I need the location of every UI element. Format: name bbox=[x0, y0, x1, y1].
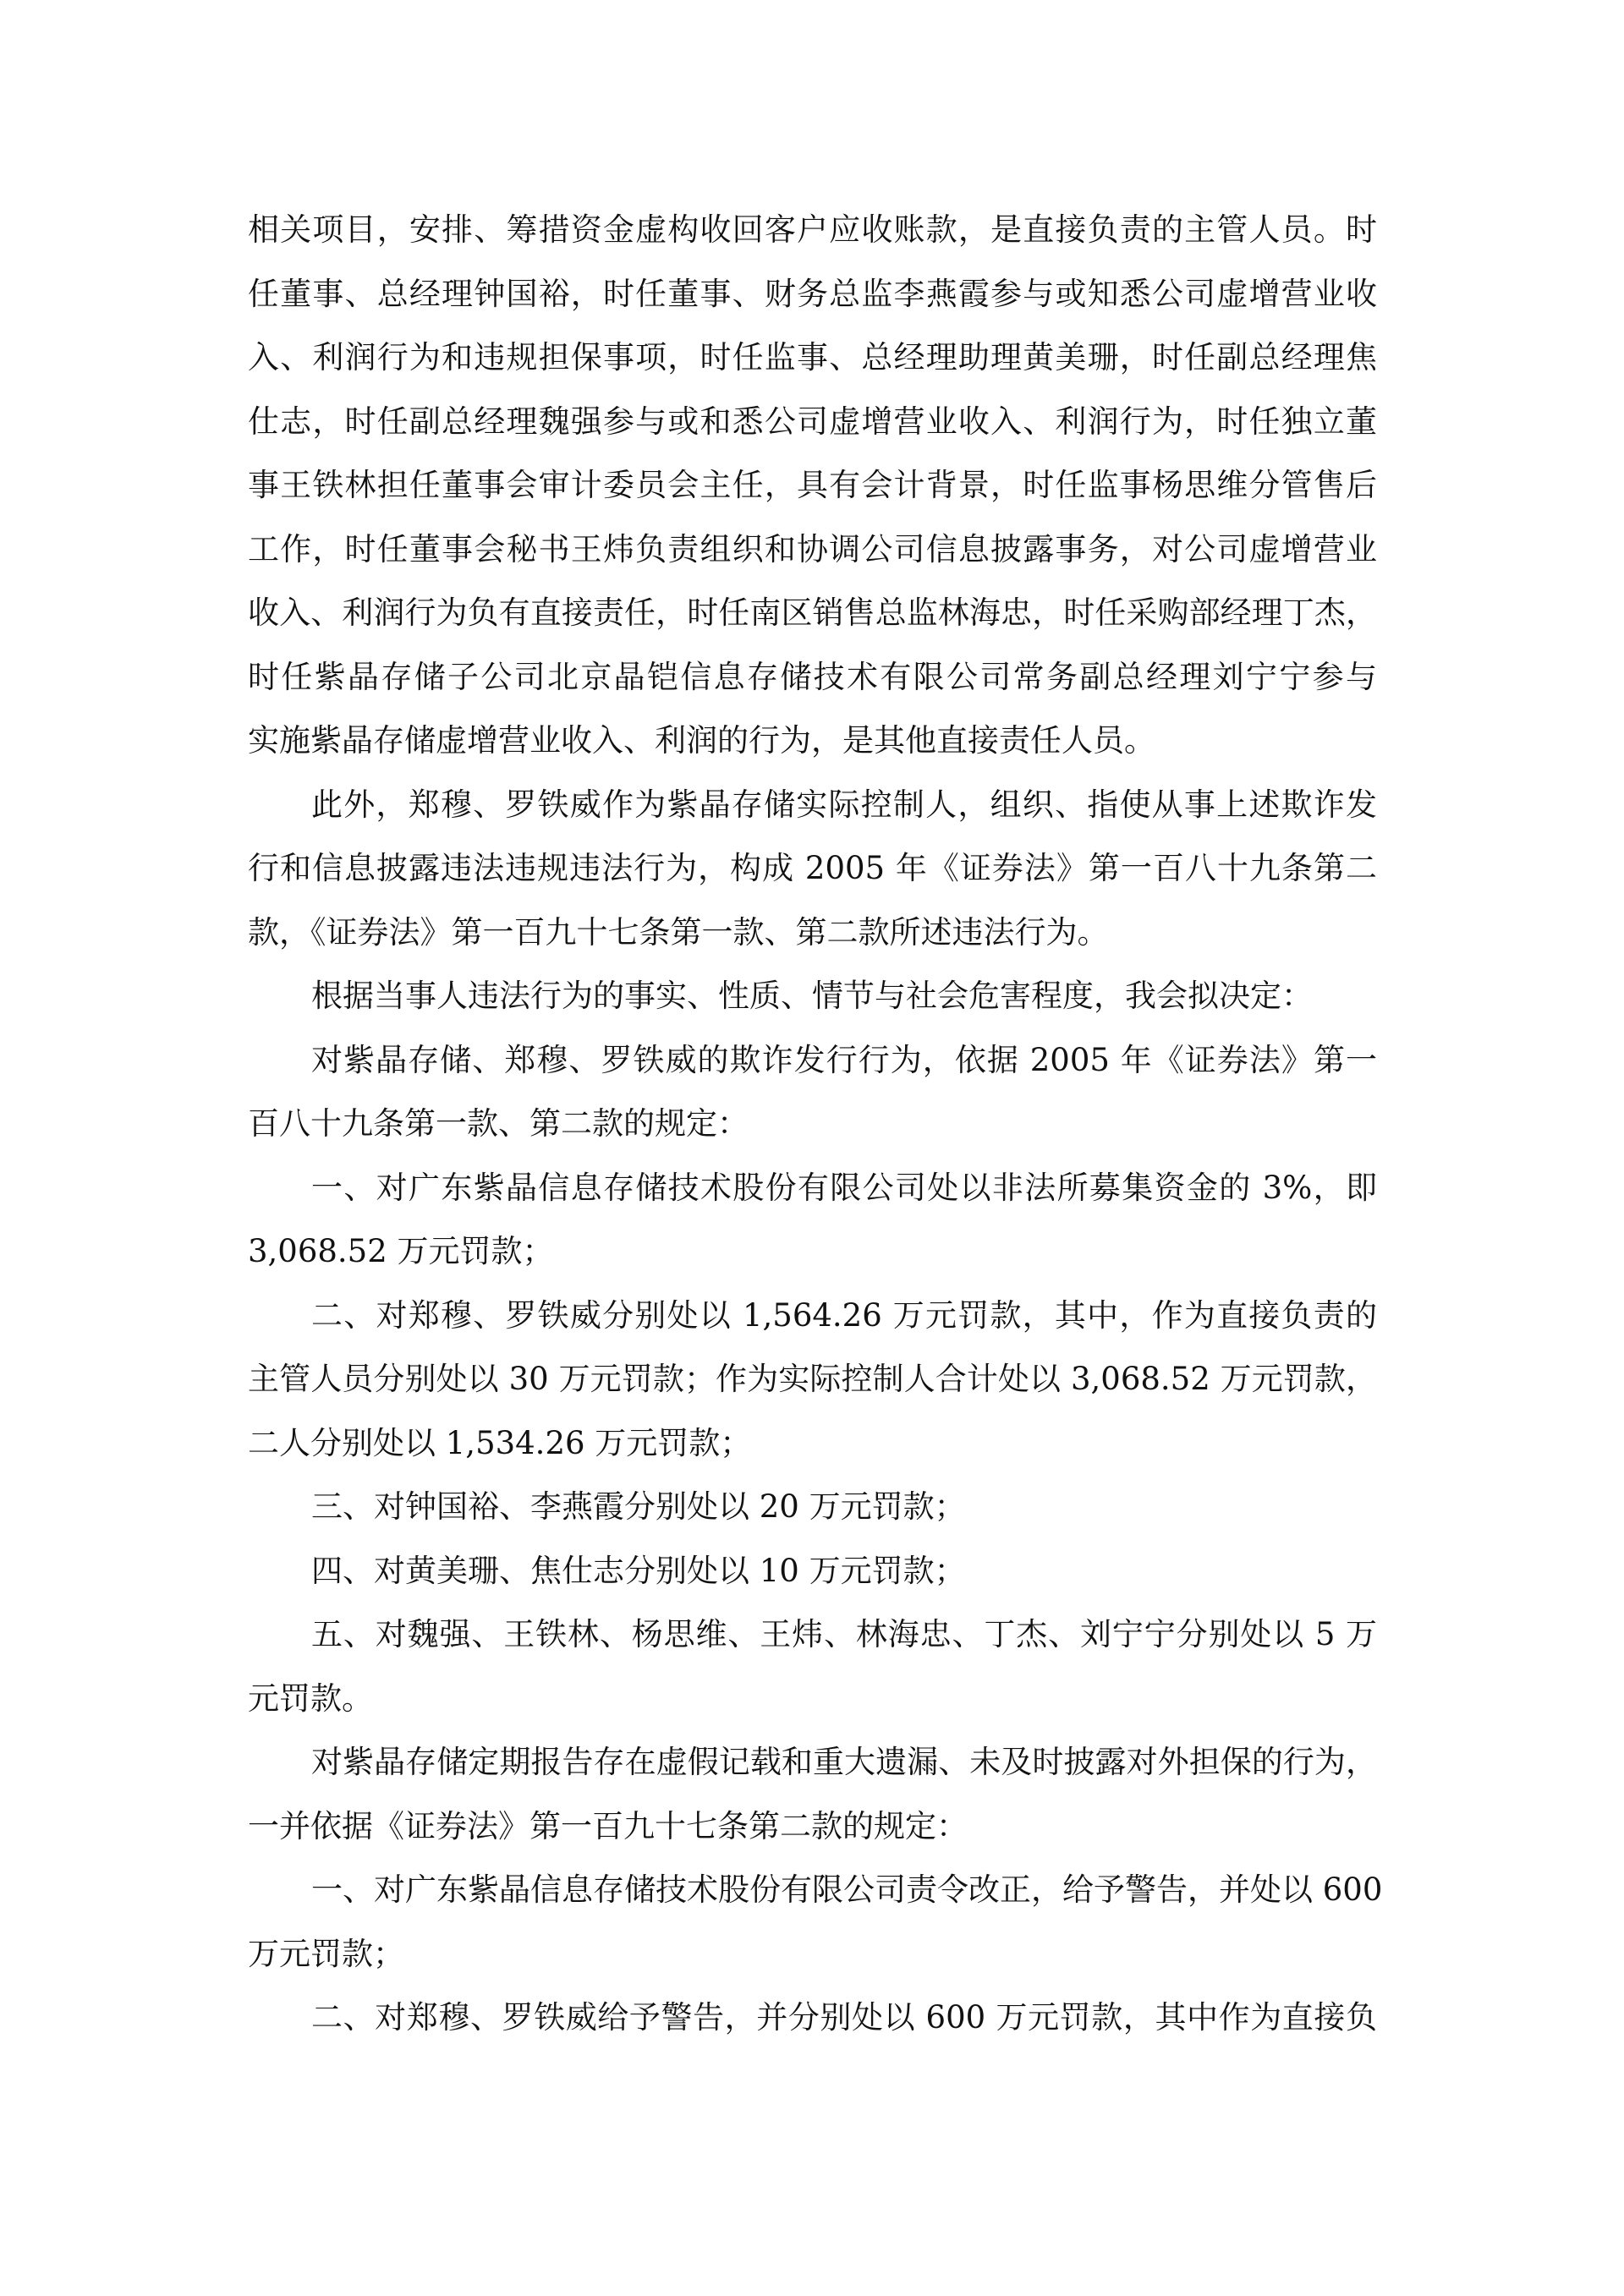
text-line: 万元罚款； bbox=[248, 1935, 404, 1972]
text-line: 三、对钟国裕、李燕霞分别处以 20 万元罚款； bbox=[311, 1488, 966, 1525]
penalty-item-5 bbox=[248, 1603, 1377, 1730]
text-line: 款，《证券法》第一百九十七条第一款、第二款所述违法行为。 bbox=[248, 913, 1109, 951]
text-line: 入、利润行为和违规担保事项，时任监事、总经理助理黄美珊，时任副总经理焦 bbox=[248, 339, 1377, 375]
text-line: 此外，郑穆、罗铁威作为紫晶存储实际控制人，组织、指使从事上述欺诈发 bbox=[311, 786, 1377, 823]
text-line: 对紫晶存储定期报告存在虚假记载和重大遗漏、未及时披露对外担保的行为， bbox=[311, 1744, 1377, 1780]
paragraph-fraudulent-issuance-basis bbox=[248, 1028, 1377, 1156]
text-line: 二、对郑穆、罗铁威分别处以 1,564.26 万元罚款，其中，作为直接负责的 bbox=[311, 1296, 1377, 1334]
text-line: 3,068.52 万元罚款； bbox=[248, 1233, 554, 1269]
text-line: 五、对魏强、王铁林、杨思维、王炜、林海忠、丁杰、刘宁宁分别处以 5 万 bbox=[311, 1616, 1377, 1652]
text-line: 二人分别处以 1,534.26 万元罚款； bbox=[248, 1424, 752, 1461]
text-line: 百八十九条第一款、第二款的规定： bbox=[248, 1105, 749, 1142]
text-line: 时任紫晶存储子公司北京晶铠信息存储技术有限公司常务副总经理刘宁宁参与 bbox=[248, 658, 1377, 695]
paragraph-disclosure-violation-basis bbox=[248, 1730, 1377, 1858]
disclosure-penalty-item-1 bbox=[248, 1858, 1383, 1986]
text-line: 收入、利润行为负有直接责任，时任南区销售总监林海忠，时任采购部经理丁杰， bbox=[248, 595, 1377, 631]
text-line: 一、对广东紫晶信息存储技术股份有限公司责令改正，给予警告，并处以 600 bbox=[311, 1871, 1383, 1908]
text-line: 一、对广东紫晶信息存储技术股份有限公司处以非法所募集资金的 3%，即 bbox=[311, 1169, 1377, 1206]
penalty-item-3 bbox=[248, 1475, 1377, 1539]
text-line: 四、对黄美珊、焦仕志分别处以 10 万元罚款； bbox=[311, 1552, 966, 1589]
text-line: 仕志，时任副总经理魏强参与或和悉公司虚增营业收入、利润行为，时任独立董 bbox=[248, 403, 1377, 440]
disclosure-penalty-item-2 bbox=[248, 1986, 1377, 2050]
text-line: 行和信息披露违法违规违法行为，构成 2005 年《证券法》第一百八十九条第二 bbox=[248, 850, 1377, 886]
text-line: 对紫晶存储、郑穆、罗铁威的欺诈发行行为，依据 2005 年《证券法》第一 bbox=[311, 1041, 1377, 1078]
document-body bbox=[248, 198, 1383, 2050]
text-line: 主管人员分别处以 30 万元罚款；作为实际控制人合计处以 3,068.52 万元罚款， bbox=[248, 1361, 1377, 1397]
text-line: 工作，时任董事会秘书王炜负责组织和协调公司信息披露事务，对公司虚增营业 bbox=[248, 530, 1377, 567]
text-line: 事王铁林担任董事会审计委员会主任，具有会计背景，时任监事杨思维分管售后 bbox=[248, 467, 1377, 503]
text-line: 二、对郑穆、罗铁威给予警告，并分别处以 600 万元罚款，其中作为直接负 bbox=[311, 1999, 1377, 2036]
paragraph-responsible-persons bbox=[248, 198, 1377, 773]
text-line: 根据当事人违法行为的事实、性质、情节与社会危害程度，我会拟决定： bbox=[311, 978, 1313, 1014]
penalty-item-1-company bbox=[248, 1156, 1377, 1284]
paragraph-actual-controllers bbox=[248, 773, 1377, 965]
text-line: 相关项目，安排、筹措资金虚构收回客户应收账款，是直接负责的主管人员。时 bbox=[248, 211, 1377, 248]
paragraph-decision-intro bbox=[248, 964, 1377, 1028]
penalty-item-4 bbox=[248, 1539, 1377, 1603]
text-line: 任董事、总经理钟国裕，时任董事、财务总监李燕霞参与或知悉公司虚增营业收 bbox=[248, 275, 1377, 312]
text-line: 元罚款。 bbox=[248, 1680, 373, 1717]
text-line: 实施紫晶存储虚增营业收入、利润的行为，是其他直接责任人员。 bbox=[248, 722, 1155, 759]
penalty-item-2-controllers bbox=[248, 1284, 1377, 1476]
text-line: 一并依据《证券法》第一百九十七条第二款的规定： bbox=[248, 1807, 968, 1844]
